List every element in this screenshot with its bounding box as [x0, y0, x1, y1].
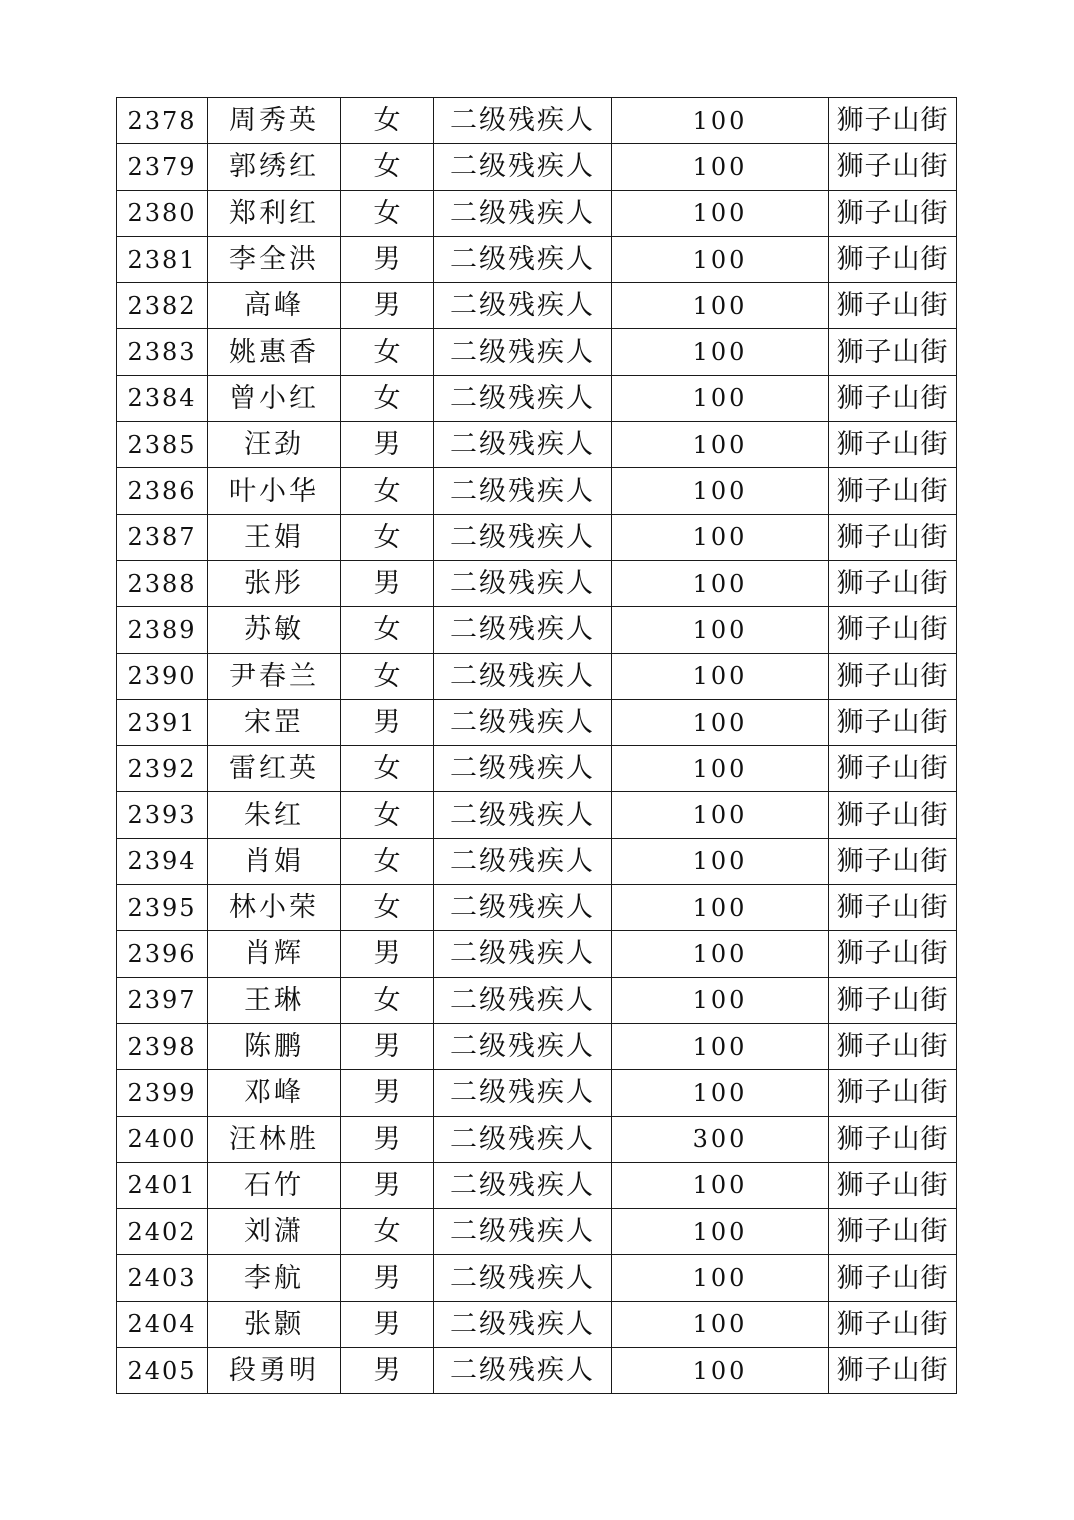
cell-name: 李全洪: [208, 236, 341, 282]
cell-street: 狮子山街: [829, 1209, 957, 1255]
cell-gender: 女: [341, 885, 434, 931]
cell-name: 肖娟: [208, 838, 341, 884]
cell-disability-category: 二级残疾人: [434, 514, 612, 560]
cell-amount: 100: [612, 1301, 829, 1347]
cell-gender: 女: [341, 514, 434, 560]
cell-amount: 300: [612, 1116, 829, 1162]
cell-disability-category: 二级残疾人: [434, 931, 612, 977]
cell-gender: 男: [341, 1023, 434, 1069]
table-row: [117, 931, 957, 977]
cell-amount: 100: [612, 1348, 829, 1394]
cell-name: 王娟: [208, 514, 341, 560]
cell-gender: 女: [341, 653, 434, 699]
cell-name: 王琳: [208, 977, 341, 1023]
table-row: [117, 1348, 957, 1394]
cell-serial-number: 2384: [117, 375, 208, 421]
cell-street: 狮子山街: [829, 1070, 957, 1116]
cell-disability-category: 二级残疾人: [434, 792, 612, 838]
cell-amount: 100: [612, 838, 829, 884]
cell-disability-category: 二级残疾人: [434, 236, 612, 282]
cell-gender: 男: [341, 699, 434, 745]
cell-disability-category: 二级残疾人: [434, 607, 612, 653]
table-row: [117, 375, 957, 421]
cell-serial-number: 2379: [117, 144, 208, 190]
table-row: [117, 653, 957, 699]
cell-amount: 100: [612, 1070, 829, 1116]
cell-name: 张彤: [208, 560, 341, 606]
cell-street: 狮子山街: [829, 514, 957, 560]
cell-amount: 100: [612, 190, 829, 236]
cell-name: 李航: [208, 1255, 341, 1301]
cell-street: 狮子山街: [829, 236, 957, 282]
cell-name: 尹春兰: [208, 653, 341, 699]
cell-disability-category: 二级残疾人: [434, 468, 612, 514]
cell-amount: 100: [612, 792, 829, 838]
cell-street: 狮子山街: [829, 1301, 957, 1347]
cell-disability-category: 二级残疾人: [434, 699, 612, 745]
table-row: [117, 422, 957, 468]
cell-amount: 100: [612, 1209, 829, 1255]
cell-disability-category: 二级残疾人: [434, 329, 612, 375]
cell-gender: 男: [341, 931, 434, 977]
table-row: [117, 1209, 957, 1255]
cell-gender: 女: [341, 1209, 434, 1255]
cell-disability-category: 二级残疾人: [434, 746, 612, 792]
cell-amount: 100: [612, 98, 829, 144]
cell-amount: 100: [612, 607, 829, 653]
cell-gender: 女: [341, 190, 434, 236]
table-row: [117, 1023, 957, 1069]
cell-serial-number: 2405: [117, 1348, 208, 1394]
cell-disability-category: 二级残疾人: [434, 1348, 612, 1394]
cell-amount: 100: [612, 699, 829, 745]
cell-name: 姚惠香: [208, 329, 341, 375]
cell-street: 狮子山街: [829, 560, 957, 606]
cell-amount: 100: [612, 746, 829, 792]
cell-street: 狮子山街: [829, 144, 957, 190]
cell-gender: 男: [341, 283, 434, 329]
table-row: [117, 1162, 957, 1208]
table-row: [117, 1116, 957, 1162]
cell-street: 狮子山街: [829, 98, 957, 144]
cell-gender: 男: [341, 1162, 434, 1208]
cell-amount: 100: [612, 885, 829, 931]
cell-disability-category: 二级残疾人: [434, 1209, 612, 1255]
cell-name: 郑利红: [208, 190, 341, 236]
table-row: [117, 838, 957, 884]
cell-gender: 男: [341, 1348, 434, 1394]
table-row: [117, 746, 957, 792]
cell-amount: 100: [612, 653, 829, 699]
cell-disability-category: 二级残疾人: [434, 1116, 612, 1162]
cell-street: 狮子山街: [829, 468, 957, 514]
cell-street: 狮子山街: [829, 838, 957, 884]
table-row: [117, 468, 957, 514]
cell-serial-number: 2391: [117, 699, 208, 745]
cell-amount: 100: [612, 422, 829, 468]
cell-disability-category: 二级残疾人: [434, 1301, 612, 1347]
cell-amount: 100: [612, 977, 829, 1023]
cell-name: 郭绣红: [208, 144, 341, 190]
cell-serial-number: 2386: [117, 468, 208, 514]
table-row: [117, 560, 957, 606]
cell-street: 狮子山街: [829, 1162, 957, 1208]
cell-gender: 男: [341, 560, 434, 606]
cell-amount: 100: [612, 1162, 829, 1208]
table-row: [117, 977, 957, 1023]
cell-street: 狮子山街: [829, 190, 957, 236]
cell-disability-category: 二级残疾人: [434, 283, 612, 329]
table-row: [117, 607, 957, 653]
cell-serial-number: 2404: [117, 1301, 208, 1347]
table-row: [117, 329, 957, 375]
cell-name: 林小荣: [208, 885, 341, 931]
cell-gender: 女: [341, 98, 434, 144]
cell-serial-number: 2403: [117, 1255, 208, 1301]
cell-disability-category: 二级残疾人: [434, 977, 612, 1023]
cell-gender: 男: [341, 422, 434, 468]
cell-gender: 男: [341, 1070, 434, 1116]
cell-street: 狮子山街: [829, 885, 957, 931]
cell-disability-category: 二级残疾人: [434, 1162, 612, 1208]
cell-serial-number: 2394: [117, 838, 208, 884]
cell-name: 曾小红: [208, 375, 341, 421]
cell-disability-category: 二级残疾人: [434, 885, 612, 931]
cell-name: 雷红英: [208, 746, 341, 792]
cell-amount: 100: [612, 468, 829, 514]
cell-amount: 100: [612, 236, 829, 282]
cell-serial-number: 2378: [117, 98, 208, 144]
cell-street: 狮子山街: [829, 329, 957, 375]
cell-street: 狮子山街: [829, 1255, 957, 1301]
cell-street: 狮子山街: [829, 699, 957, 745]
cell-amount: 100: [612, 931, 829, 977]
cell-street: 狮子山街: [829, 931, 957, 977]
table-row: [117, 144, 957, 190]
table-row: [117, 1255, 957, 1301]
cell-disability-category: 二级残疾人: [434, 375, 612, 421]
table-row: [117, 514, 957, 560]
cell-street: 狮子山街: [829, 1348, 957, 1394]
cell-street: 狮子山街: [829, 1116, 957, 1162]
cell-gender: 女: [341, 329, 434, 375]
cell-amount: 100: [612, 560, 829, 606]
cell-name: 汪劲: [208, 422, 341, 468]
cell-name: 张颢: [208, 1301, 341, 1347]
cell-amount: 100: [612, 514, 829, 560]
cell-disability-category: 二级残疾人: [434, 653, 612, 699]
cell-disability-category: 二级残疾人: [434, 1070, 612, 1116]
table-row: [117, 190, 957, 236]
cell-name: 叶小华: [208, 468, 341, 514]
cell-name: 周秀英: [208, 98, 341, 144]
table-row: [117, 792, 957, 838]
cell-serial-number: 2387: [117, 514, 208, 560]
cell-disability-category: 二级残疾人: [434, 144, 612, 190]
cell-serial-number: 2389: [117, 607, 208, 653]
cell-name: 肖辉: [208, 931, 341, 977]
cell-street: 狮子山街: [829, 607, 957, 653]
cell-gender: 女: [341, 375, 434, 421]
cell-serial-number: 2401: [117, 1162, 208, 1208]
cell-street: 狮子山街: [829, 422, 957, 468]
cell-serial-number: 2381: [117, 236, 208, 282]
cell-serial-number: 2388: [117, 560, 208, 606]
cell-disability-category: 二级残疾人: [434, 838, 612, 884]
table-row: [117, 283, 957, 329]
cell-gender: 男: [341, 236, 434, 282]
cell-serial-number: 2382: [117, 283, 208, 329]
cell-name: 高峰: [208, 283, 341, 329]
cell-gender: 女: [341, 838, 434, 884]
recipient-table: [116, 97, 957, 1394]
cell-amount: 100: [612, 144, 829, 190]
cell-amount: 100: [612, 283, 829, 329]
cell-name: 苏敏: [208, 607, 341, 653]
cell-serial-number: 2397: [117, 977, 208, 1023]
cell-name: 宋罡: [208, 699, 341, 745]
cell-serial-number: 2385: [117, 422, 208, 468]
cell-serial-number: 2400: [117, 1116, 208, 1162]
cell-name: 陈鹏: [208, 1023, 341, 1069]
cell-gender: 女: [341, 792, 434, 838]
cell-serial-number: 2390: [117, 653, 208, 699]
cell-name: 段勇明: [208, 1348, 341, 1394]
cell-serial-number: 2380: [117, 190, 208, 236]
cell-street: 狮子山街: [829, 746, 957, 792]
cell-disability-category: 二级残疾人: [434, 190, 612, 236]
cell-gender: 男: [341, 1255, 434, 1301]
cell-name: 石竹: [208, 1162, 341, 1208]
cell-street: 狮子山街: [829, 792, 957, 838]
cell-amount: 100: [612, 1023, 829, 1069]
cell-name: 汪林胜: [208, 1116, 341, 1162]
table-row: [117, 699, 957, 745]
cell-serial-number: 2398: [117, 1023, 208, 1069]
cell-gender: 男: [341, 1116, 434, 1162]
cell-serial-number: 2393: [117, 792, 208, 838]
cell-disability-category: 二级残疾人: [434, 560, 612, 606]
cell-disability-category: 二级残疾人: [434, 1255, 612, 1301]
cell-name: 刘潇: [208, 1209, 341, 1255]
cell-serial-number: 2383: [117, 329, 208, 375]
cell-disability-category: 二级残疾人: [434, 98, 612, 144]
cell-street: 狮子山街: [829, 283, 957, 329]
cell-gender: 女: [341, 144, 434, 190]
cell-serial-number: 2392: [117, 746, 208, 792]
cell-serial-number: 2395: [117, 885, 208, 931]
cell-amount: 100: [612, 375, 829, 421]
cell-disability-category: 二级残疾人: [434, 422, 612, 468]
recipient-table-body: [117, 98, 957, 1394]
cell-amount: 100: [612, 329, 829, 375]
cell-disability-category: 二级残疾人: [434, 1023, 612, 1069]
cell-gender: 女: [341, 607, 434, 653]
cell-street: 狮子山街: [829, 1023, 957, 1069]
cell-gender: 女: [341, 468, 434, 514]
table-row: [117, 1070, 957, 1116]
cell-serial-number: 2402: [117, 1209, 208, 1255]
cell-street: 狮子山街: [829, 653, 957, 699]
cell-gender: 女: [341, 746, 434, 792]
cell-street: 狮子山街: [829, 977, 957, 1023]
table-row: [117, 98, 957, 144]
cell-gender: 男: [341, 1301, 434, 1347]
cell-amount: 100: [612, 1255, 829, 1301]
cell-serial-number: 2399: [117, 1070, 208, 1116]
cell-name: 朱红: [208, 792, 341, 838]
cell-street: 狮子山街: [829, 375, 957, 421]
cell-gender: 女: [341, 977, 434, 1023]
cell-serial-number: 2396: [117, 931, 208, 977]
cell-name: 邓峰: [208, 1070, 341, 1116]
table-row: [117, 1301, 957, 1347]
table-row: [117, 885, 957, 931]
table-row: [117, 236, 957, 282]
